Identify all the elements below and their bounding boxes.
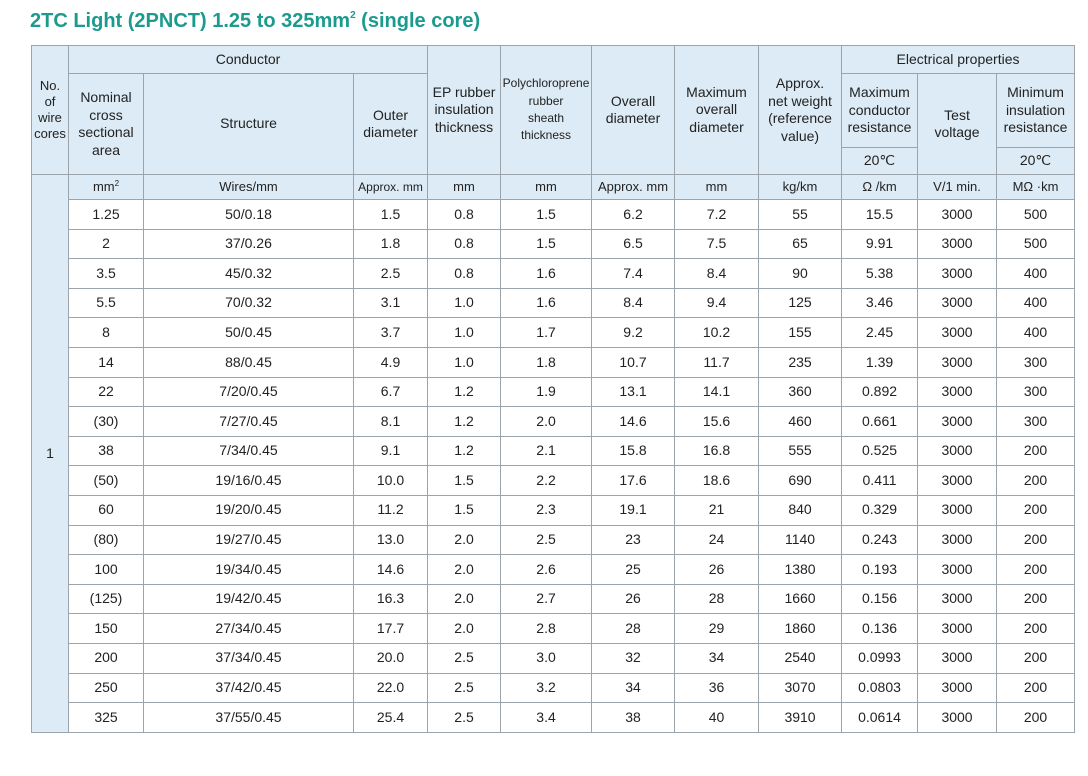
header-ep-rubber-thickness-line: insulation: [434, 101, 494, 118]
header-min-insulation-line: Minimum: [1007, 84, 1064, 101]
cell-net-weight: 1860: [759, 614, 842, 644]
cell-ep-thickness: 1.0: [428, 347, 501, 377]
cell-outer-diameter: 3.1: [354, 288, 428, 318]
cell-area: 325: [69, 703, 144, 733]
cell-structure: 19/42/0.45: [144, 584, 354, 614]
table-row: [32, 495, 1075, 525]
cell-ep-thickness: 2.0: [428, 525, 501, 555]
unit-voltage: V/1 min.: [918, 175, 997, 200]
cell-max-overall-diameter: 7.5: [675, 229, 759, 259]
header-number-of-cores-line: wire: [38, 110, 62, 125]
cell-min-insulation: 500: [997, 200, 1075, 230]
cell-min-insulation: 200: [997, 436, 1075, 466]
cell-area: 22: [69, 377, 144, 407]
cell-ep-thickness: 1.0: [428, 288, 501, 318]
cell-structure: 19/16/0.45: [144, 466, 354, 496]
cell-sheath-thickness: 2.1: [501, 436, 592, 466]
cell-max-resistance: 0.156: [842, 584, 918, 614]
header-test-voltage-line: Test: [944, 106, 970, 123]
table-row: [32, 288, 1075, 318]
cell-ep-thickness: 1.5: [428, 495, 501, 525]
cell-min-insulation: 200: [997, 584, 1075, 614]
cell-sheath-thickness: 3.0: [501, 643, 592, 673]
cell-sheath-thickness: 2.5: [501, 525, 592, 555]
header-number-of-cores-line: of: [44, 93, 56, 109]
cell-max-resistance: 0.193: [842, 555, 918, 585]
cell-net-weight: 1380: [759, 555, 842, 585]
cell-test-voltage: 3000: [918, 288, 997, 318]
cell-min-insulation: 300: [997, 407, 1075, 437]
header-min-insulation: [997, 74, 1075, 148]
table-row: [32, 614, 1075, 644]
header-test-voltage: [918, 74, 997, 175]
table-row: [32, 436, 1075, 466]
unit-outer: Approx. mm: [354, 175, 428, 200]
cell-structure: 27/34/0.45: [144, 614, 354, 644]
cell-ep-thickness: 2.5: [428, 703, 501, 733]
unit-sheath: mm: [501, 175, 592, 200]
cell-outer-diameter: 17.7: [354, 614, 428, 644]
title-superscript: 2: [350, 10, 356, 21]
cell-outer-diameter: 11.2: [354, 495, 428, 525]
header-nominal-area-line: sectional: [78, 124, 134, 140]
cell-overall-diameter: 38: [592, 703, 675, 733]
cell-overall-diameter: 19.1: [592, 495, 675, 525]
cell-outer-diameter: 6.7: [354, 377, 428, 407]
cell-min-insulation: 200: [997, 495, 1075, 525]
cell-min-insulation: 200: [997, 703, 1075, 733]
unit-structure: Wires/mm: [144, 175, 354, 200]
cell-outer-diameter: 1.5: [354, 200, 428, 230]
header-test-voltage-line: voltage: [934, 124, 980, 140]
cell-max-resistance: 0.0993: [842, 643, 918, 673]
cell-net-weight: 360: [759, 377, 842, 407]
cell-area: 14: [69, 347, 144, 377]
header-nominal-area-line: area: [91, 141, 121, 158]
unit-ep: mm: [428, 175, 501, 200]
header-conductor: Conductor: [69, 46, 428, 74]
page-title: [30, 10, 480, 33]
title-text: 2TC Light (2PNCT) 1.25 to 325mm: [30, 10, 351, 32]
table-row: [32, 229, 1075, 259]
header-net-weight-line: net weight: [768, 92, 832, 109]
cell-net-weight: 840: [759, 495, 842, 525]
cell-overall-diameter: 14.6: [592, 407, 675, 437]
header-ep-rubber-thickness-line: thickness: [434, 118, 494, 135]
cell-max-resistance: 9.91: [842, 229, 918, 259]
cell-outer-diameter: 22.0: [354, 673, 428, 703]
cell-overall-diameter: 32: [592, 643, 675, 673]
cell-sheath-thickness: 2.7: [501, 584, 592, 614]
cell-max-overall-diameter: 24: [675, 525, 759, 555]
cell-min-insulation: 200: [997, 525, 1075, 555]
cell-overall-diameter: 17.6: [592, 466, 675, 496]
cell-test-voltage: 3000: [918, 259, 997, 289]
cell-area: 150: [69, 614, 144, 644]
cell-max-resistance: 0.0803: [842, 673, 918, 703]
cell-max-resistance: 0.661: [842, 407, 918, 437]
header-outer-diameter-line: Outer: [373, 106, 409, 123]
cell-structure: 7/34/0.45: [144, 436, 354, 466]
cell-max-resistance: 0.892: [842, 377, 918, 407]
cell-area: 100: [69, 555, 144, 585]
header-sheath-thickness-line: thickness: [521, 128, 572, 143]
cell-min-insulation: 400: [997, 259, 1075, 289]
cell-net-weight: 2540: [759, 643, 842, 673]
table-row: [32, 377, 1075, 407]
cell-structure: 88/0.45: [144, 347, 354, 377]
cell-sheath-thickness: 2.8: [501, 614, 592, 644]
header-outer-diameter: [354, 74, 428, 175]
header-ep-rubber-thickness-line: EP rubber: [432, 83, 496, 100]
cell-max-resistance: 0.0614: [842, 703, 918, 733]
cell-outer-diameter: 20.0: [354, 643, 428, 673]
cell-test-voltage: 3000: [918, 377, 997, 407]
unit-insulation: MΩ ·km: [997, 175, 1075, 200]
cell-max-resistance: 3.46: [842, 288, 918, 318]
cell-structure: 50/0.18: [144, 200, 354, 230]
cell-structure: 45/0.32: [144, 259, 354, 289]
cell-ep-thickness: 2.0: [428, 614, 501, 644]
header-net-weight-line: Approx.: [775, 75, 825, 91]
cell-min-insulation: 300: [997, 377, 1075, 407]
cell-min-insulation: 300: [997, 347, 1075, 377]
table-row: [32, 525, 1075, 555]
cell-net-weight: 1660: [759, 584, 842, 614]
cell-test-voltage: 3000: [918, 495, 997, 525]
cell-area: 2: [69, 229, 144, 259]
header-sheath-thickness-line: sheath: [528, 111, 565, 125]
cell-structure: 70/0.32: [144, 288, 354, 318]
cell-structure: 7/27/0.45: [144, 407, 354, 437]
cell-min-insulation: 200: [997, 555, 1075, 585]
header-sheath-thickness-line: rubber: [528, 93, 564, 108]
header-max-overall-diameter-line: diameter: [689, 118, 744, 135]
header-number-of-cores-line: No.: [39, 77, 61, 93]
cell-area: (50): [69, 466, 144, 496]
header-overall-diameter: [592, 46, 675, 175]
cell-overall-diameter: 25: [592, 555, 675, 585]
cell-sheath-thickness: 2.3: [501, 495, 592, 525]
cell-sheath-thickness: 1.6: [501, 259, 592, 289]
cell-max-resistance: 1.39: [842, 347, 918, 377]
cell-net-weight: 555: [759, 436, 842, 466]
header-min-insulation-line: resistance: [1003, 119, 1068, 136]
cell-min-insulation: 200: [997, 614, 1075, 644]
header-max-resistance-line: conductor: [848, 101, 911, 118]
cell-sheath-thickness: 3.2: [501, 673, 592, 703]
cell-structure: 7/20/0.45: [144, 377, 354, 407]
cell-overall-diameter: 7.4: [592, 259, 675, 289]
cell-overall-diameter: 28: [592, 614, 675, 644]
cell-area: (125): [69, 584, 144, 614]
header-nominal-area-line: Nominal: [80, 89, 132, 105]
header-structure: Structure: [144, 74, 354, 175]
cell-max-resistance: 0.525: [842, 436, 918, 466]
header-max-resistance-line: resistance: [847, 119, 912, 136]
cell-max-overall-diameter: 40: [675, 703, 759, 733]
cell-structure: 19/27/0.45: [144, 525, 354, 555]
cell-outer-diameter: 4.9: [354, 347, 428, 377]
table-row: [32, 318, 1075, 348]
cell-outer-diameter: 9.1: [354, 436, 428, 466]
cell-area: 200: [69, 643, 144, 673]
header-overall-diameter-line: Overall: [610, 92, 656, 109]
cell-max-overall-diameter: 29: [675, 614, 759, 644]
cell-sheath-thickness: 1.6: [501, 288, 592, 318]
cell-outer-diameter: 25.4: [354, 703, 428, 733]
cell-test-voltage: 3000: [918, 436, 997, 466]
cell-sheath-thickness: 1.8: [501, 347, 592, 377]
cell-structure: 19/34/0.45: [144, 555, 354, 585]
cell-net-weight: 3910: [759, 703, 842, 733]
cell-area: 250: [69, 673, 144, 703]
header-outer-diameter-line: diameter: [363, 124, 418, 140]
header-max-overall-diameter-line: overall: [695, 101, 738, 118]
cell-structure: 19/20/0.45: [144, 495, 354, 525]
unit-area: [69, 175, 144, 200]
cell-area: (80): [69, 525, 144, 555]
cell-sheath-thickness: 2.0: [501, 407, 592, 437]
header-max-overall-diameter-line: Maximum: [686, 83, 747, 100]
cell-overall-diameter: 8.4: [592, 288, 675, 318]
cell-min-insulation: 200: [997, 643, 1075, 673]
cell-overall-diameter: 6.5: [592, 229, 675, 259]
table-row: [32, 407, 1075, 437]
header-nominal-area-line: cross: [89, 106, 123, 123]
cell-sheath-thickness: 2.2: [501, 466, 592, 496]
header-max-resistance: [842, 74, 918, 148]
cell-structure: 37/55/0.45: [144, 703, 354, 733]
cell-area: 3.5: [69, 259, 144, 289]
cell-net-weight: 690: [759, 466, 842, 496]
unit-area-text: mm: [92, 178, 115, 194]
cell-ep-thickness: 2.5: [428, 643, 501, 673]
cell-max-overall-diameter: 7.2: [675, 200, 759, 230]
title-suffix: (single core): [355, 10, 481, 32]
cell-net-weight: 90: [759, 259, 842, 289]
cell-max-overall-diameter: 18.6: [675, 466, 759, 496]
cell-min-insulation: 400: [997, 288, 1075, 318]
cell-max-overall-diameter: 21: [675, 495, 759, 525]
cell-max-overall-diameter: 9.4: [675, 288, 759, 318]
cell-outer-diameter: 14.6: [354, 555, 428, 585]
unit-resistance: Ω /km: [842, 175, 918, 200]
cell-overall-diameter: 23: [592, 525, 675, 555]
cell-overall-diameter: 10.7: [592, 347, 675, 377]
cell-min-insulation: 500: [997, 229, 1075, 259]
cell-outer-diameter: 1.8: [354, 229, 428, 259]
cell-sheath-thickness: 2.6: [501, 555, 592, 585]
cell-min-insulation: 400: [997, 318, 1075, 348]
table-row: [32, 555, 1075, 585]
cell-max-overall-diameter: 10.2: [675, 318, 759, 348]
cell-test-voltage: 3000: [918, 555, 997, 585]
cell-max-overall-diameter: 36: [675, 673, 759, 703]
header-net-weight-line: value): [780, 127, 820, 144]
cell-test-voltage: 3000: [918, 318, 997, 348]
cell-net-weight: 235: [759, 347, 842, 377]
cell-net-weight: 125: [759, 288, 842, 318]
table-row: [32, 466, 1075, 496]
cell-overall-diameter: 34: [592, 673, 675, 703]
cell-ep-thickness: 2.0: [428, 555, 501, 585]
cell-ep-thickness: 1.2: [428, 407, 501, 437]
cell-test-voltage: 3000: [918, 614, 997, 644]
cell-min-insulation: 200: [997, 673, 1075, 703]
cell-max-resistance: 0.411: [842, 466, 918, 496]
cell-test-voltage: 3000: [918, 525, 997, 555]
unit-area-sup: 2: [114, 178, 120, 188]
cell-max-resistance: 0.243: [842, 525, 918, 555]
table-row: [32, 200, 1075, 230]
cell-max-resistance: 2.45: [842, 318, 918, 348]
cell-area: 5.5: [69, 288, 144, 318]
table-row: [32, 259, 1075, 289]
table-row: [32, 584, 1075, 614]
cell-area: 8: [69, 318, 144, 348]
cell-test-voltage: 3000: [918, 673, 997, 703]
cell-net-weight: 155: [759, 318, 842, 348]
header-nominal-area: [69, 74, 144, 175]
cell-sheath-thickness: 1.9: [501, 377, 592, 407]
header-number-of-cores-line: cores: [34, 126, 66, 142]
cell-max-resistance: 15.5: [842, 200, 918, 230]
cell-overall-diameter: 9.2: [592, 318, 675, 348]
cell-test-voltage: 3000: [918, 229, 997, 259]
cell-ep-thickness: 0.8: [428, 200, 501, 230]
header-min-insulation-line: insulation: [1005, 101, 1066, 118]
header-sheath-thickness-line: Polychloroprene: [502, 76, 590, 91]
cell-outer-diameter: 2.5: [354, 259, 428, 289]
cell-max-resistance: 5.38: [842, 259, 918, 289]
header-overall-diameter-line: diameter: [605, 110, 661, 126]
cell-ep-thickness: 2.0: [428, 584, 501, 614]
cell-overall-diameter: 6.2: [592, 200, 675, 230]
cell-outer-diameter: 10.0: [354, 466, 428, 496]
table-row: [32, 643, 1075, 673]
cell-max-overall-diameter: 14.1: [675, 377, 759, 407]
cell-max-overall-diameter: 34: [675, 643, 759, 673]
cell-overall-diameter: 13.1: [592, 377, 675, 407]
table-row: [32, 347, 1075, 377]
header-electrical-properties: Electrical properties: [842, 46, 1075, 74]
cell-ep-thickness: 0.8: [428, 229, 501, 259]
cell-max-resistance: 0.329: [842, 495, 918, 525]
unit-max-overall: mm: [675, 175, 759, 200]
table-row: [32, 703, 1075, 733]
header-max-overall-diameter: [675, 46, 759, 175]
cell-outer-diameter: 3.7: [354, 318, 428, 348]
cell-ep-thickness: 0.8: [428, 259, 501, 289]
cell-max-overall-diameter: 28: [675, 584, 759, 614]
cell-structure: 37/0.26: [144, 229, 354, 259]
cell-sheath-thickness: 3.4: [501, 703, 592, 733]
cell-area: 1.25: [69, 200, 144, 230]
cell-max-resistance: 0.136: [842, 614, 918, 644]
cell-ep-thickness: 1.2: [428, 436, 501, 466]
unit-overall: Approx. mm: [592, 175, 675, 200]
header-net-weight-line: (reference: [768, 110, 832, 126]
cell-test-voltage: 3000: [918, 347, 997, 377]
cell-net-weight: 55: [759, 200, 842, 230]
cell-area: 60: [69, 495, 144, 525]
cell-test-voltage: 3000: [918, 584, 997, 614]
cell-net-weight: 1140: [759, 525, 842, 555]
cell-structure: 50/0.45: [144, 318, 354, 348]
cell-ep-thickness: 1.0: [428, 318, 501, 348]
cell-net-weight: 460: [759, 407, 842, 437]
header-temp-insulation: 20℃: [997, 148, 1075, 175]
cell-sheath-thickness: 1.7: [501, 318, 592, 348]
header-max-resistance-line: Maximum: [849, 84, 910, 101]
cell-test-voltage: 3000: [918, 703, 997, 733]
cell-max-overall-diameter: 16.8: [675, 436, 759, 466]
cell-max-overall-diameter: 11.7: [675, 347, 759, 377]
cell-test-voltage: 3000: [918, 643, 997, 673]
cell-ep-thickness: 1.5: [428, 466, 501, 496]
cell-net-weight: 3070: [759, 673, 842, 703]
cell-sheath-thickness: 1.5: [501, 229, 592, 259]
cell-sheath-thickness: 1.5: [501, 200, 592, 230]
cell-min-insulation: 200: [997, 466, 1075, 496]
cell-test-voltage: 3000: [918, 200, 997, 230]
header-net-weight: [759, 46, 842, 175]
cell-structure: 37/34/0.45: [144, 643, 354, 673]
cell-overall-diameter: 26: [592, 584, 675, 614]
cell-net-weight: 65: [759, 229, 842, 259]
cell-ep-thickness: 2.5: [428, 673, 501, 703]
header-number-of-cores: [32, 46, 69, 175]
header-sheath-thickness: [501, 46, 592, 175]
cell-structure: 37/42/0.45: [144, 673, 354, 703]
cell-max-overall-diameter: 15.6: [675, 407, 759, 437]
cable-spec-table: [31, 45, 1075, 733]
cell-test-voltage: 3000: [918, 407, 997, 437]
cell-outer-diameter: 13.0: [354, 525, 428, 555]
cell-overall-diameter: 15.8: [592, 436, 675, 466]
cell-max-overall-diameter: 8.4: [675, 259, 759, 289]
cell-area: 38: [69, 436, 144, 466]
cell-test-voltage: 3000: [918, 466, 997, 496]
cell-outer-diameter: 8.1: [354, 407, 428, 437]
cell-ep-thickness: 1.2: [428, 377, 501, 407]
cores-cell: 1: [32, 175, 69, 733]
header-temp-resistance: 20℃: [842, 148, 918, 175]
cell-area: (30): [69, 407, 144, 437]
cell-max-overall-diameter: 26: [675, 555, 759, 585]
header-ep-rubber-thickness: [428, 46, 501, 175]
cell-outer-diameter: 16.3: [354, 584, 428, 614]
table-row: [32, 673, 1075, 703]
unit-weight: kg/km: [759, 175, 842, 200]
